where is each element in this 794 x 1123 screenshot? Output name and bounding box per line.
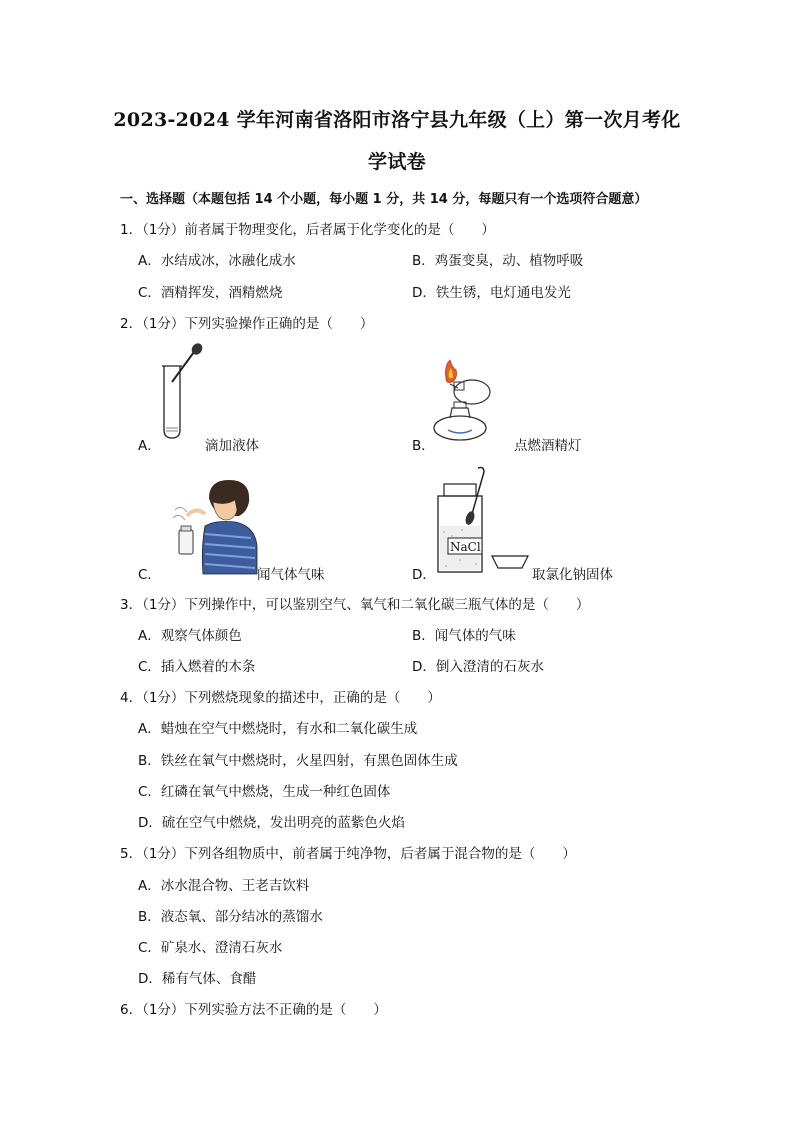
question-2-caption-c: 闻气体气味 bbox=[257, 567, 325, 583]
question-3-option-b: B．闻气体的气味 bbox=[412, 628, 516, 644]
section-heading: 一、选择题（本题包括 14 个小题，每小题 1 分，共 14 分，每题只有一个选项符合题意） bbox=[120, 192, 648, 207]
dropper-test-tube-illustration bbox=[160, 342, 206, 442]
question-3-option-c: C．插入燃着的木条 bbox=[138, 659, 256, 675]
alcohol-lamp-illustration bbox=[432, 356, 514, 446]
question-2-option-b: B． bbox=[412, 438, 435, 454]
question-4-option-b: B．铁丝在氧气中燃烧时，火星四射，有黑色固体生成 bbox=[138, 753, 458, 769]
question-1-option-d: D．铁生锈，电灯通电发光 bbox=[412, 285, 571, 301]
nacl-bottle-label: NaCl bbox=[450, 540, 481, 554]
question-3-stem: 3．（1分）下列操作中，可以鉴别空气、氧气和二氧化碳三瓶气体的是（ ） bbox=[120, 597, 590, 613]
page-title-line-2: 学试卷 bbox=[368, 151, 426, 173]
question-2-caption-b: 点燃酒精灯 bbox=[514, 438, 582, 454]
question-5-stem: 5．（1分）下列各组物质中，前者属于纯净物，后者属于混合物的是（ ） bbox=[120, 846, 576, 862]
question-2-caption-a: 滴加液体 bbox=[205, 438, 259, 454]
question-6-stem: 6．（1分）下列实验方法不正确的是（ ） bbox=[120, 1002, 387, 1018]
question-2-stem: 2．（1分）下列实验操作正确的是（ ） bbox=[120, 316, 374, 332]
question-5-option-d: D．稀有气体、食醋 bbox=[138, 971, 257, 987]
question-4-stem: 4．（1分）下列燃烧现象的描述中，正确的是（ ） bbox=[120, 690, 441, 706]
question-2-option-d: D． bbox=[412, 567, 436, 583]
question-4-option-a: A．蜡烛在空气中燃烧时，有水和二氧化碳生成 bbox=[138, 721, 418, 737]
page-title-line-1: 2023-2024 学年河南省洛阳市洛宁县九年级（上）第一次月考化 bbox=[113, 109, 681, 131]
question-4-option-c: C．红磷在氧气中燃烧，生成一种红色固体 bbox=[138, 784, 391, 800]
question-1-option-a: A．水结成冰，冰融化成水 bbox=[138, 253, 296, 269]
question-2-option-c: C． bbox=[138, 567, 161, 583]
question-5-option-c: C．矿泉水、澄清石灰水 bbox=[138, 940, 283, 956]
question-1-stem: 1．（1分）前者属于物理变化，后者属于化学变化的是（ ） bbox=[120, 222, 495, 238]
question-5-option-b: B．液态氧、部分结冰的蒸馏水 bbox=[138, 909, 323, 925]
question-2-caption-d: 取氯化钠固体 bbox=[532, 567, 613, 583]
question-2-option-a: A． bbox=[138, 438, 161, 454]
question-1-option-b: B．鸡蛋变臭，动、植物呼吸 bbox=[412, 253, 584, 269]
question-1-option-c: C．酒精挥发，酒精燃烧 bbox=[138, 285, 283, 301]
question-4-option-d: D．硫在空气中燃烧，发出明亮的蓝紫色火焰 bbox=[138, 815, 405, 831]
question-3-option-d: D．倒入澄清的石灰水 bbox=[412, 659, 544, 675]
question-3-option-a: A．观察气体颜色 bbox=[138, 628, 242, 644]
question-5-option-a: A．冰水混合物、王老吉饮料 bbox=[138, 878, 310, 894]
smelling-gas-illustration bbox=[165, 476, 260, 576]
nacl-bottle-illustration bbox=[432, 466, 532, 576]
